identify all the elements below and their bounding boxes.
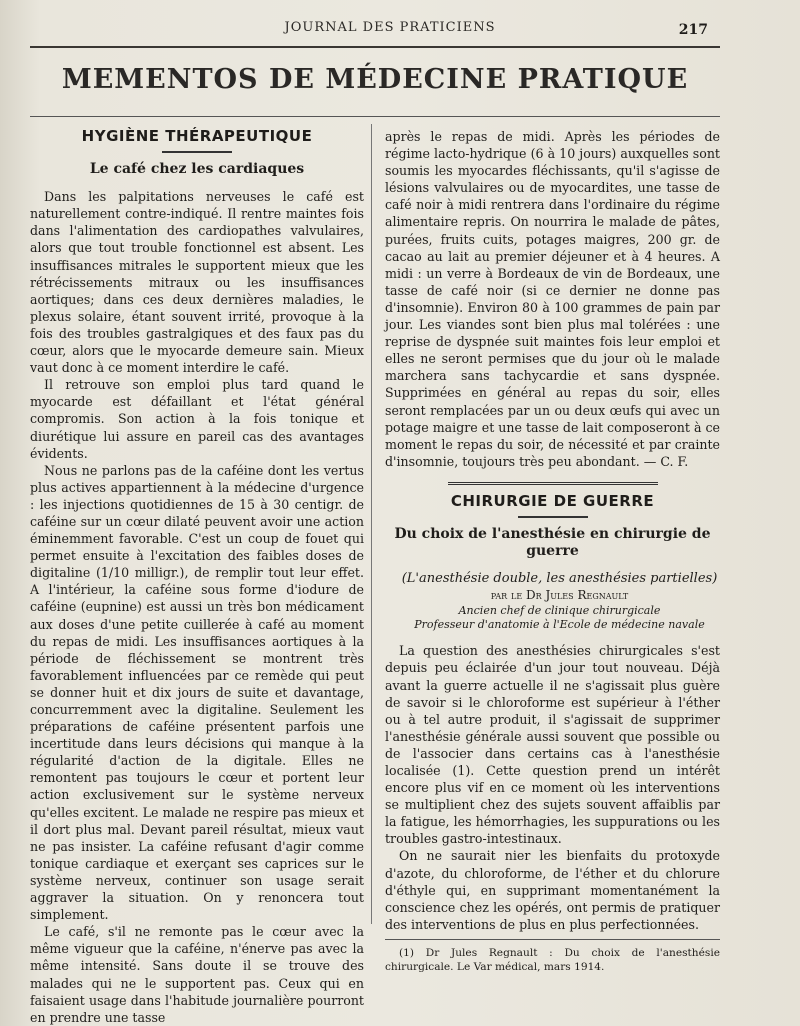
paragraph: La question des anesthésies chirurgicales s'est depuis peu éclairée d'un jour tout nouveau. Déjà avant la guerre actuelle il ne s'agissait plus guère de savoir si le chloroforme est supérieur à l'éther ou à tel autre produit, il s'agissait de supprimer l'anesthésie générale aussi souvent que possible ou de l'associer dans certains cas à l'anesthésie localisée (1). Cette question prend un intérêt encore plus vif en ce moment où les interventions se multiplient chez des sujets souvent affaiblis par la fatigue, les hémorrhagies, les suppurations ou les troubles gastro-intestinaux. — [385, 643, 720, 847]
section-rule — [162, 151, 232, 153]
running-head: JOURNAL DES PRATICIENS — [284, 20, 496, 35]
paragraph: Le café, s'il ne remonte pas le cœur avec la même vigueur que la caféine, n'énerve pas avec la même intensité. Sans doute il se trouve des malades qui ne le supportent pas. Ceux qui en faisaient usage dans l'habitude journalière pourront en prendre une tasse — [30, 924, 364, 1025]
author-credit: Ancien chef de clinique chirurgicale — [458, 604, 661, 618]
right-column — [385, 128, 720, 974]
paragraph: Nous ne parlons pas de la caféine dont les vertus plus actives appartiennent à la médecine d'urgence : les injections quotidiennes de 15 à 30 centigr. de caféine sur un cœur dilaté peuvent avoir une action éminemment favorable. C'est un coup de fouet qui permet ensuite à l'excitation des faibles doses de digitaline (1/10 milligr.), de remplir tout leur effet. A l'intérieur, la caféine sous forme d'iodure de caféine (eupnine) est aussi un très bon médicament aux doses d'une petite cuillerée à café au moment du repas de midi. Les insuffisances aortiques à la période de fléchissement se montrent très favorablement influencées par ce remède qui peut se donner huit et dix jours de suite et davantage, concurremment avec la digitaline. Seulement les préparations de caféine présentent parfois une incertitude dans leurs décisions qui manque à la régularité d'action de la digitale. Elles ne remontent pas toujours le cœur et portent leur action exclusivement sur le système nerveux qu'elles excitent. Le malade ne respire pas mieux et il dort plus mal. Devant pareil résultat, mieux vaut ne pas insister. La caféine refusant d'agir comme tonique cardiaque et exerçant ses caprices sur le système nerveux, continuer son usage serait aggraver la situation. On y renoncera tout simplement. — [30, 462, 364, 923]
page-number: 217 — [678, 22, 708, 38]
section-heading-chirurgie: CHIRURGIE DE GUERRE — [450, 491, 655, 510]
author-credit: Professeur d'anatomie à l'Ecole de médecine navale — [414, 618, 705, 632]
article-byline: par le Dr Jules Regnault — [490, 588, 629, 603]
footnote: (1) Dr Jules Regnault : Du choix de l'anesthésie chirurgicale. Le Var médical, mars 1914. — [385, 946, 720, 973]
column-divider — [371, 124, 372, 924]
article-title-anesthesie: Du choix de l'anesthésie en chirurgie de guerre — [394, 525, 711, 560]
paragraph: Dans les palpitations nerveuses le café est naturellement contre-indiqué. Il rentre maintes fois dans l'alimentation des cardiopathes valvulaires, alors que tout trouble fonctionnel est absent. Les insuffisances mitrales le supportent mieux que les rétrécissements mitraux ou les insuffisances aortiques; dans ces deux dernières maladies, le plexus solaire, étant souvent irrité, provoque à la fois des troubles gastralgiques et des faux pas du cœur, alors que le myocarde demeure sain. Mieux vaut donc à ce moment interdire le café. — [30, 189, 364, 376]
paragraph: Il retrouve son emploi plus tard quand le myocarde est défaillant et l'état général compromis. Son action à la fois tonique et diurétique lui assure en pareil cas des avantages évidents. — [30, 377, 364, 461]
article-title-cafe: Le café chez les cardiaques — [89, 161, 305, 178]
left-column — [30, 128, 364, 1026]
section-rule — [518, 516, 588, 518]
page-title: MEMENTOS DE MÉDECINE PRATIQUE — [61, 64, 689, 95]
paragraph-continuation: après le repas de midi. Après les périodes de régime lacto-hydrique (6 à 10 jours) auxquelles sont soumis les myocardes fléchissants, qu'il s'agisse de lésions valvulaires ou de myocardites, une tasse de café noir à midi rentrera dans l'ordinaire du régime alimentaire repris. On nourrira le malade de pâtes, purées, fruits cuits, potages maigres, 200 gr. de cacao au lait au premier déjeuner et à 4 heures. A midi : un verre à Bordeaux de vin de Bordeaux, une tasse de café noir (si ce dernier ne donne pas d'insomnie). Environ 80 à 100 grammes de pain par jour. Les viandes sont bien plus mal tolérées : une reprise de dyspnée suit maintes fois leur emploi et elles ne seront permises que du jour où le malade marchera sans tachycardie et sans dyspnée. Supprimées en général au repas du soir, elles seront remplacées par un ou deux œufs qui avec un potage maigre et une tasse de lait composeront à ce moment le repas du soir, de nécessité et par crainte d'insomnie, toujours très peu abondant. — C. F. — [385, 129, 720, 469]
title-rule — [30, 116, 720, 117]
article-subtitle: (L'anesthésie double, les anesthésies partielles) — [401, 571, 718, 587]
section-heading-hygiene: HYGIÈNE THÉRAPEUTIQUE — [81, 127, 313, 145]
footnote-rule — [385, 939, 720, 940]
header-rule — [30, 46, 720, 48]
paragraph: On ne saurait nier les bienfaits du protoxyde d'azote, du chloroforme, de l'éther et du chlorure d'éthyle qui, en supprimant momentanément la conscience chez les opérés, ont permis de pratiquer des interventions de plus en plus perfectionnées. — [385, 848, 720, 932]
